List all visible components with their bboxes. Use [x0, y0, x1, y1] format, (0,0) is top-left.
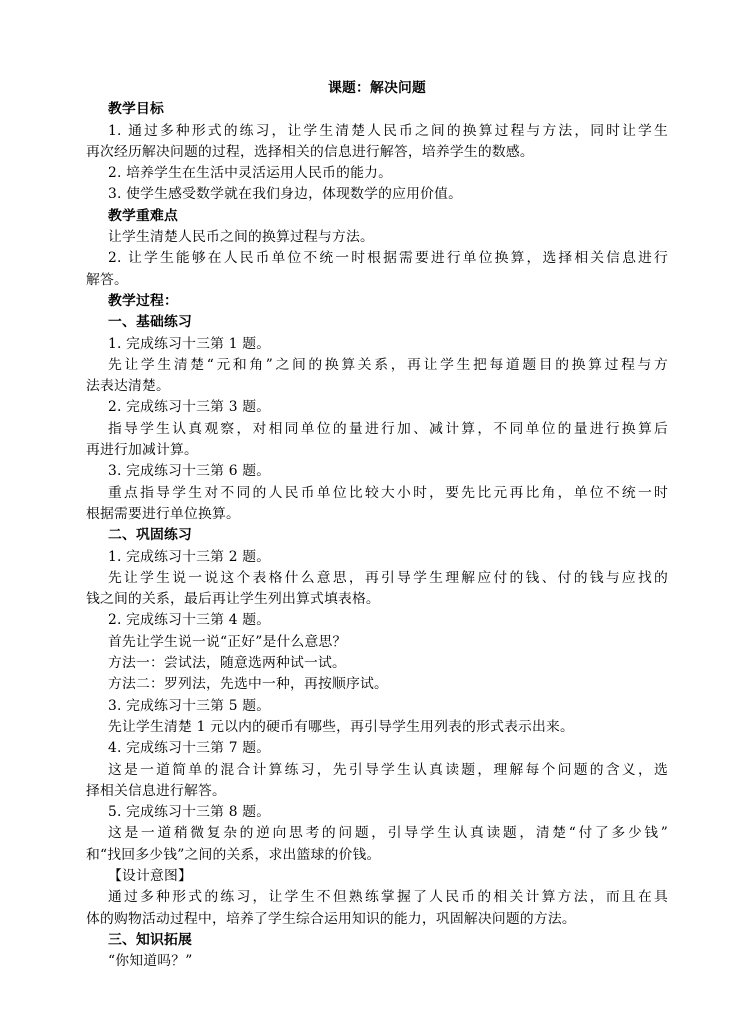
paragraph: 再进行加减计算。: [86, 442, 198, 459]
document-body: [86, 78, 668, 972]
list-item: 2. 完成练习十三第 4 题。: [108, 612, 271, 629]
heading-consolidation: 二、巩固练习: [108, 527, 192, 544]
list-item: 1. 完成练习十三第 2 题。: [108, 548, 271, 565]
paragraph: 先让学生清楚 1 元以内的硬币有哪些，再引导学生用列表的形式表示出来。: [108, 718, 575, 735]
heading-goals: 教学目标: [108, 101, 164, 118]
paragraph: 3. 使学生感受数学就在我们身边，体现数学的应用价值。: [108, 186, 463, 203]
paragraph: 钱之间的关系，最后再让学生列出算式填表格。: [86, 591, 380, 608]
paragraph: 2. 让学生能够在人民币单位不统一时根据需要进行单位换算，选择相关信息进行: [108, 250, 668, 267]
paragraph: 和“找回多少钱”之间的关系，求出篮球的价钱。: [86, 846, 381, 863]
paragraph: 方法一：尝试法，随意选两种试一试。: [108, 655, 346, 672]
list-item: 5. 完成练习十三第 8 题。: [108, 804, 271, 821]
paragraph: 解答。: [86, 271, 128, 288]
paragraph: 法表达清楚。: [86, 378, 170, 395]
paragraph: 指导学生认真观察，对相同单位的量进行加、减计算，不同单位的量进行换算后: [108, 420, 668, 437]
paragraph: 让学生清楚人民币之间的换算过程与方法。: [108, 229, 374, 246]
list-item: 3. 完成练习十三第 6 题。: [108, 463, 271, 480]
heading-key-points: 教学重难点: [108, 207, 178, 224]
list-item: 2. 完成练习十三第 3 题。: [108, 399, 271, 416]
list-item: 3. 完成练习十三第 5 题。: [108, 697, 271, 714]
paragraph: 根据需要进行单位换算。: [86, 505, 240, 522]
paragraph: 先让学生清楚“元和角”之间的换算关系，再让学生把每道题目的换算过程与方: [108, 356, 668, 373]
paragraph: 1. 通过多种形式的练习，让学生清楚人民币之间的换算过程与方法，同时让学生: [108, 122, 668, 139]
list-item: 1. 完成练习十三第 1 题。: [108, 335, 271, 352]
paragraph: 重点指导学生对不同的人民币单位比较大小时，要先比元再比角，单位不统一时: [108, 484, 668, 501]
paragraph: 这是一道简单的混合计算练习，先引导学生认真读题，理解每个问题的含义，选: [108, 761, 668, 778]
paragraph: 方法二：罗列法，先选中一种，再按顺序试。: [108, 676, 388, 693]
heading-extension: 三、知识拓展: [108, 931, 192, 948]
paragraph: 先让学生说一说这个表格什么意思，再引导学生理解应付的钱、付的钱与应找的: [108, 569, 668, 586]
paragraph: “你知道吗？”: [108, 953, 193, 970]
page-title: 课题：解决问题: [328, 80, 426, 96]
paragraph: 这是一道稍微复杂的逆向思考的问题，引导学生认真读题，清楚“付了多少钱”: [108, 825, 668, 842]
heading-process: 教学过程：: [108, 292, 178, 309]
paragraph: 择相关信息进行解答。: [86, 782, 226, 799]
paragraph: 通过多种形式的练习，让学生不但熟练掌握了人民币的相关计算方法，而且在具: [108, 889, 668, 906]
paragraph: 首先让学生说一说“正好”是什么意思？: [108, 633, 347, 650]
design-intent-heading: 【设计意图】: [108, 867, 192, 884]
paragraph: 2. 培养学生在生活中灵活运用人民币的能力。: [108, 165, 393, 182]
heading-basic-practice: 一、基础练习: [108, 314, 192, 331]
paragraph: 再次经历解决问题的过程，选择相关的信息进行解答，培养学生的数感。: [86, 143, 534, 160]
paragraph: 体的购物活动过程中，培养了学生综合运用知识的能力，巩固解决问题的方法。: [86, 910, 576, 927]
list-item: 4. 完成练习十三第 7 题。: [108, 740, 271, 757]
